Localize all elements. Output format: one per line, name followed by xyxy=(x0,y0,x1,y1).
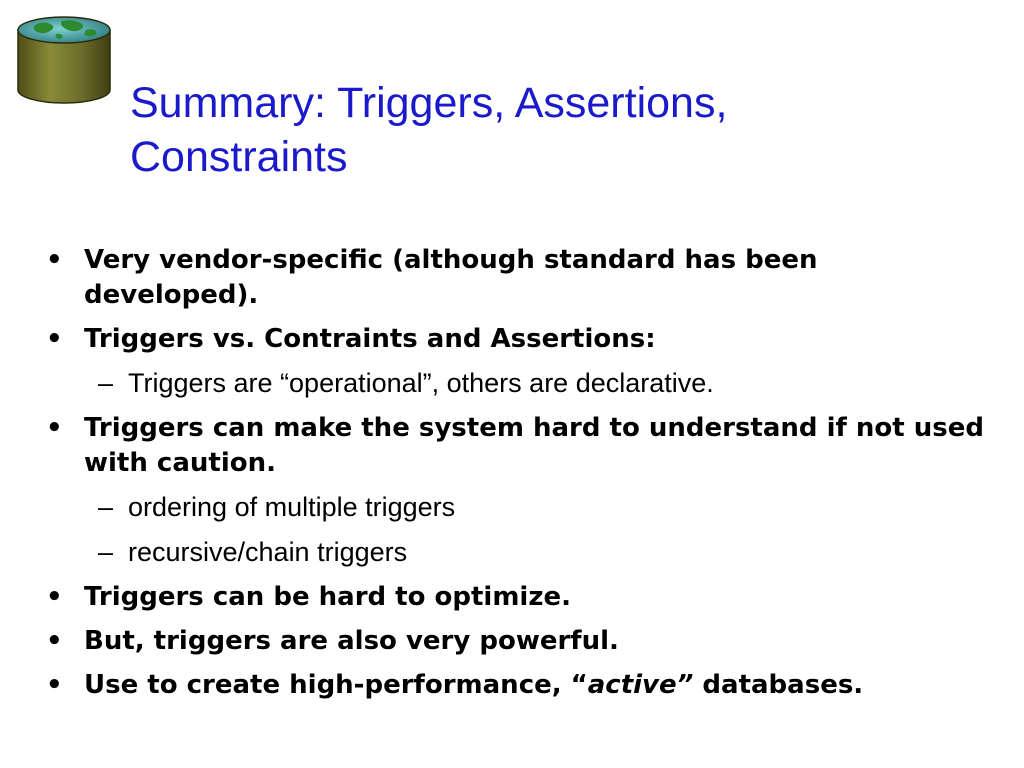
bullet-item xyxy=(40,580,990,615)
bullet-text: Very vendor-specific (although standard has been developed). xyxy=(84,245,818,310)
bullet-dot: • xyxy=(46,582,63,612)
sub-bullet-text: ordering of multiple triggers xyxy=(128,492,456,522)
sub-bullet-item xyxy=(40,366,990,401)
bullet-text: But, triggers are also very powerful. xyxy=(84,626,619,656)
sub-bullet-dash: – xyxy=(98,537,114,567)
sub-bullet-item xyxy=(40,490,990,525)
bullet-dot: • xyxy=(46,626,63,656)
sub-bullet-dash: – xyxy=(98,492,114,522)
database-globe-icon xyxy=(12,12,116,106)
slide-title xyxy=(130,76,990,184)
bullet-text-after: databases. xyxy=(693,670,864,700)
bullet-dot: • xyxy=(46,245,63,275)
sub-bullet-item xyxy=(40,535,990,570)
bullet-text-emphasis: active” xyxy=(587,670,694,700)
bullet-text-before: Use to create high-performance, “ xyxy=(84,670,588,700)
sub-bullet-dash: – xyxy=(98,368,114,398)
bullet-dot: • xyxy=(46,413,63,443)
bullet-dot: • xyxy=(46,324,63,354)
bullet-text xyxy=(84,670,863,700)
bullet-item xyxy=(40,411,990,481)
bullet-text: Triggers vs. Contraints and Assertions: xyxy=(84,324,656,354)
bullet-text: Triggers can be hard to optimize. xyxy=(84,582,571,612)
bullet-dot: • xyxy=(46,670,63,700)
bullet-item xyxy=(40,624,990,659)
bullet-item xyxy=(40,322,990,357)
title-line-2: Constraints xyxy=(130,133,348,181)
bullet-item xyxy=(40,243,990,313)
bullet-list xyxy=(40,243,990,712)
bullet-text: Triggers can make the system hard to understand if not used with caution. xyxy=(84,413,984,478)
title-line-1: Summary: Triggers, Assertions, xyxy=(130,79,728,127)
sub-bullet-text: recursive/chain triggers xyxy=(128,537,408,567)
bullet-item xyxy=(40,668,990,703)
sub-bullet-text: Triggers are “operational”, others are declarative. xyxy=(128,368,714,398)
